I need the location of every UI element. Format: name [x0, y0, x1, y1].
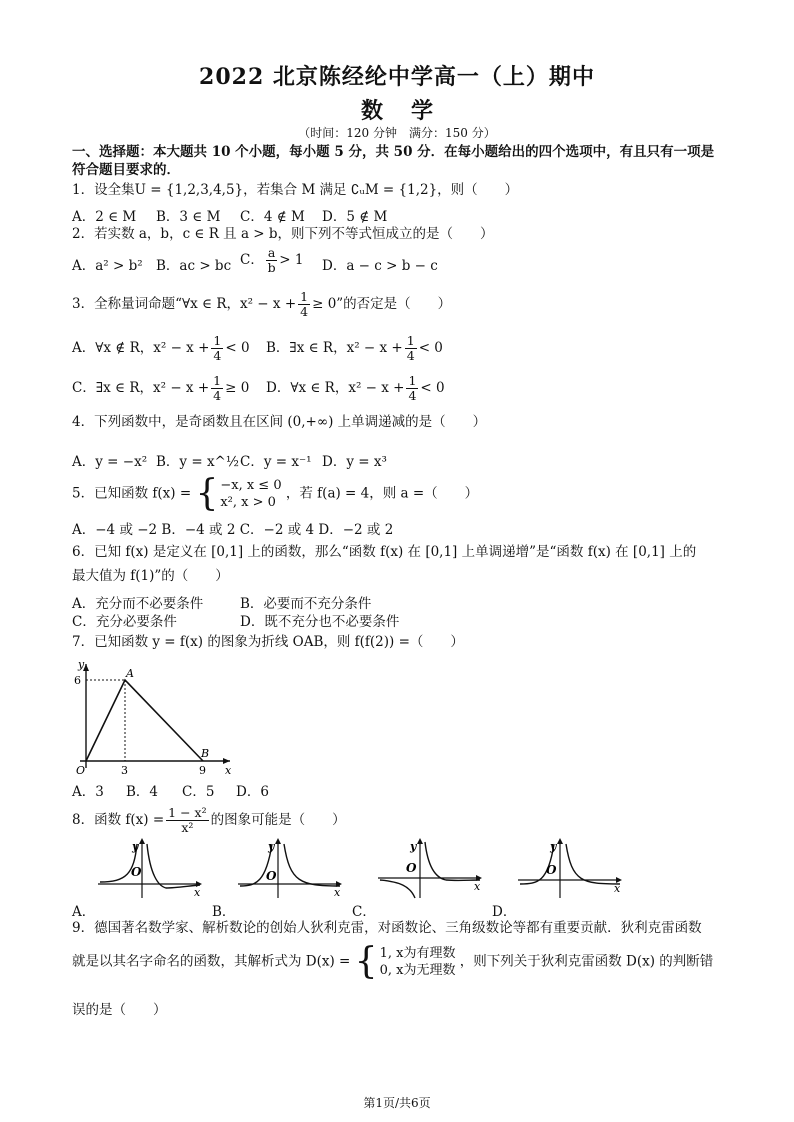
q9-line3: 误的是（ ） [72, 1002, 167, 1018]
q3-stem: 3．全称量词命题“∀x ∈ R，x² − x + $\frac{1}{4}$ ≥ 0”的否定是（ ） [72, 289, 452, 319]
q8a-curve-right [147, 844, 200, 888]
q8b-curve-right [284, 844, 340, 886]
q5-stem: 5．已知函数 f(x) = { −x, x ≤ 0 x², x > 0 ，若 f(a) = 4，则 a =（ ） [72, 473, 479, 514]
q7-option-b: B．4 [126, 784, 159, 800]
q7-x-label: x [225, 764, 232, 776]
q8c-y-arrow [417, 838, 423, 844]
q8c-x-label: x [474, 880, 481, 893]
q2-stem: 2．若实数 a，b，c ∈ R 且 a > b，则下列不等式恒成立的是（ ） [72, 226, 494, 242]
q8b-origin-label: O [266, 869, 277, 883]
q1-option-b: B．3 ∈ M [156, 209, 221, 225]
q5-options: A．−4 或 −2 B．−4 或 2 C．−2 或 4 D．−2 或 2 [72, 522, 394, 538]
q3-option-d: D．∀x ∈ R，x² − x + $\frac{1}{4}$ < 0 [266, 373, 445, 403]
q7-point-a-label: A [126, 667, 134, 680]
q7-point-b-label: B [201, 747, 210, 760]
q8-graph-c [376, 838, 486, 900]
q4-option-a: A．y = −x² [72, 454, 148, 470]
q3-option-c: C．∃x ∈ R，x² − x + $\frac{1}{4}$ ≥ 0 [72, 373, 250, 403]
q1-option-a: A．2 ∈ M [72, 209, 137, 225]
q8-option-d: D． [492, 904, 517, 920]
q5-piecewise: { −x, x ≤ 0 x², x > 0 [195, 473, 282, 514]
q7-tick-6: 6 [74, 674, 81, 687]
q7-polyline-oab [86, 680, 203, 761]
q8a-x-label: x [194, 886, 201, 899]
q1-option-c: C．4 ∉ M [240, 209, 305, 225]
q2-option-a: A．a² > b² [72, 258, 143, 274]
q8b-x-label: x [334, 886, 341, 899]
q2-option-d: D．a − c > b − c [322, 258, 438, 274]
q2-option-b: B．ac > bc [156, 258, 232, 274]
q1-stem: 1．设全集U = {1,2,3,4,5}，若集合 M 满足 ∁ᵤM = {1,2}，则（ ） [72, 182, 519, 198]
q4-stem: 4．下列函数中，是奇函数且在区间 (0,+∞) 上单调递减的是（ ） [72, 414, 487, 430]
q7-plot [86, 680, 203, 761]
q2-fraction: $\frac{a}{b}$ [267, 245, 276, 275]
q6-option-d: D．既不充分也不必要条件 [240, 614, 400, 630]
q8-option-c: C． [352, 904, 376, 920]
q8-option-a: A． [72, 904, 96, 920]
q1-option-d: D．5 ∉ M [322, 209, 388, 225]
q9-line1: 9．德国著名数学家、解析数论的创始人狄利克雷，对函数论、三角级数论等都有重要贡献．狄利克雷函数 [72, 920, 702, 936]
q8c-origin-label: O [406, 861, 417, 875]
q7-option-a: A．3 [72, 784, 104, 800]
section-header-line1: 一、选择题：本大题共 10 个小题，每小题 5 分，共 50 分．在每小题给出的四个选项中，有且只有一项是 [72, 144, 715, 160]
q8-graph-d [516, 838, 626, 900]
q8c-curve-left [380, 880, 415, 898]
q8-option-b: B． [212, 904, 236, 920]
q8a-y-label: y [132, 840, 139, 853]
q6-option-c: C．充分必要条件 [72, 614, 177, 630]
q6-option-a: A．充分而不必要条件 [72, 596, 204, 612]
q8d-y-label: y [550, 840, 557, 853]
q8d-y-arrow [557, 838, 563, 844]
q7-option-c: C．5 [182, 784, 215, 800]
q4-option-d: D．y = x³ [322, 454, 387, 470]
q8a-y-arrow [139, 838, 145, 844]
q8c-curve-right [425, 842, 480, 880]
q2-option-c: C． $\frac{a}{b}$ > 1 [240, 245, 304, 275]
q8-graph-a [96, 838, 206, 900]
page-footer: 第1页/共6页 [363, 1096, 431, 1110]
q7-option-d: D．6 [236, 784, 269, 800]
q8d-curve-right [566, 844, 620, 884]
q8a-origin-label: O [131, 865, 142, 879]
q8d-origin-label: O [546, 863, 557, 877]
q7-y-label: y [78, 658, 85, 671]
q8-stem: 8．函数 f(x) = $\frac{\text{1 − x²}}{\text{x²}}$ 的图象可能是（ ） [72, 805, 346, 835]
q7-tick-9: 9 [199, 764, 206, 776]
time-info: （时间：120 分钟 满分：150 分） [298, 126, 496, 140]
q3-option-a: A．∀x ∉ R，x² − x + $\frac{1}{4}$ < 0 [72, 333, 250, 363]
q3-option-b: B．∃x ∈ R，x² − x + $\frac{1}{4}$ < 0 [266, 333, 443, 363]
q7-graph [70, 656, 240, 776]
q4-option-b: B．y = x^½ [156, 454, 239, 470]
q8c-y-label: y [410, 840, 417, 853]
q7-origin-label: O [76, 764, 86, 776]
exam-title: 2022 北京陈经纶中学高一（上）期中 [199, 64, 595, 90]
q4-option-c: C．y = x⁻¹ [240, 454, 312, 470]
section-header-line2: 符合题目要求的． [72, 162, 180, 178]
q8b-y-label: y [268, 840, 275, 853]
q9-line2: 就是以其名字命名的函数，其解析式为 D(x) = { 1, x为有理数 0, x为无理数 ，则下列关于狄利克雷函数 D(x) 的判断错 [72, 941, 714, 982]
q6-line2: 最大值为 f(1)”的（ ） [72, 568, 229, 584]
exam-subject: 数学 [360, 98, 461, 124]
q6-line1: 6．已知 f(x) 是定义在 [0,1] 上的函数，那么“函数 f(x) 在 [0,1] 上单调递增”是“函数 f(x) 在 [0,1] 上的 [72, 544, 697, 560]
q9-piecewise: { 1, x为有理数 0, x为无理数 [354, 941, 456, 982]
q7-stem: 7．已知函数 y = f(x) 的图象为折线 OAB，则 f(f(2)) =（ ） [72, 634, 464, 650]
q8-graph-b [236, 838, 346, 900]
q6-option-b: B．必要而不充分条件 [240, 596, 372, 612]
q7-tick-3: 3 [121, 764, 128, 776]
q8b-y-arrow [275, 838, 281, 844]
q8d-x-label: x [614, 882, 621, 895]
